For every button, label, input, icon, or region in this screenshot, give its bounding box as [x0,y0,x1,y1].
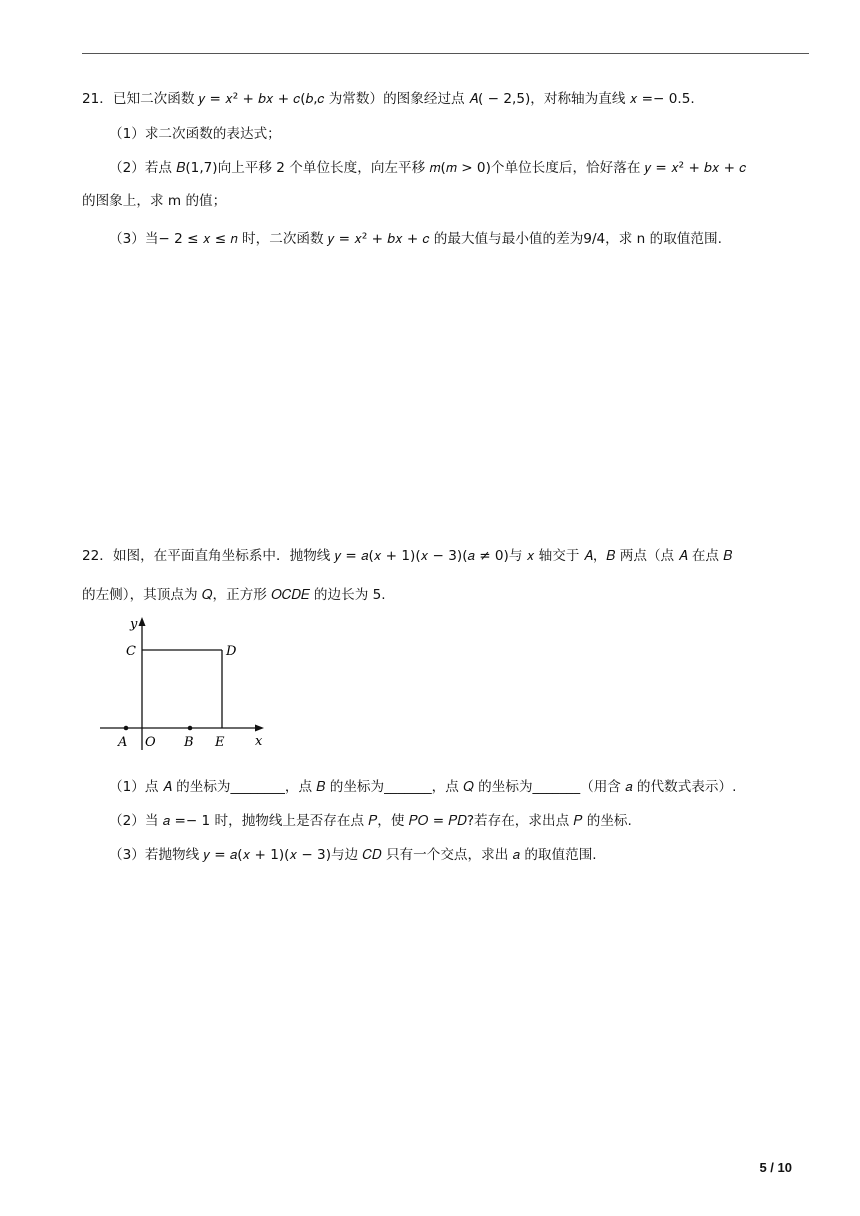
q21-stem: 21．已知二次函数 𝑦 = 𝑥² + 𝑏𝑥 + 𝑐(𝑏,𝑐 为常数）的图象经过点 𝐴( − 2,5)，对称轴为直线 𝑥 =− 0.5. [82,91,695,107]
point-b [188,726,193,731]
label-o: O [145,735,156,750]
q21-part3: （3）当− 2 ≤ 𝑥 ≤ 𝑛 时，二次函数 𝑦 = 𝑥² + 𝑏𝑥 + 𝑐 的最大值与最小值的差为9/4，求 n 的取值范围. [109,231,722,247]
x-axis-arrow [255,725,264,732]
label-e: E [215,735,225,750]
point-a [124,726,129,731]
coordinate-figure [98,614,268,754]
label-a: A [118,735,128,750]
label-d: D [226,644,237,659]
label-y: y [130,617,138,632]
label-b: B [184,735,194,750]
label-x: x [255,734,263,749]
label-c: C [126,644,136,659]
q21-part2-line1: （2）若点 𝐵(1,7)向上平移 2 个单位长度，向左平移 𝑚(𝑚 > 0)个单位长度后，恰好落在 𝑦 = 𝑥² + 𝑏𝑥 + 𝑐 [109,160,747,176]
header-rule [82,53,809,54]
q22-part1: （1）点 𝐴 的坐标为________，点 𝐵 的坐标为_______，点 𝑄 的坐标为_______（用含 𝑎 的代数式表示）. [109,779,737,795]
page-number: 5 / 10 [759,1160,792,1175]
q21-part2-line2: 的图象上，求 m 的值； [82,193,227,209]
q22-part2: （2）当 𝑎 =− 1 时，抛物线上是否存在点 𝑃，使 𝑃𝑂 = 𝑃𝐷?若存在，求出点 𝑃 的坐标. [109,813,632,829]
q22-part3: （3）若抛物线 𝑦 = 𝑎(𝑥 + 1)(𝑥 − 3)与边 𝐶𝐷 只有一个交点，求出 𝑎 的取值范围. [109,847,597,863]
q21-part1: （1）求二次函数的表达式； [109,126,281,142]
y-axis-arrow [139,617,146,626]
q22-stem-line2: 的左侧），其顶点为 𝑄，正方形 𝑂𝐶𝐷𝐸 的边长为 5. [82,587,386,603]
q22-stem-line1: 22．如图，在平面直角坐标系中．抛物线 𝑦 = 𝑎(𝑥 + 1)(𝑥 − 3)(𝑎 ≠ 0)与 𝑥 轴交于 𝐴，𝐵 两点（点 𝐴 在点 𝐵 [82,548,733,564]
